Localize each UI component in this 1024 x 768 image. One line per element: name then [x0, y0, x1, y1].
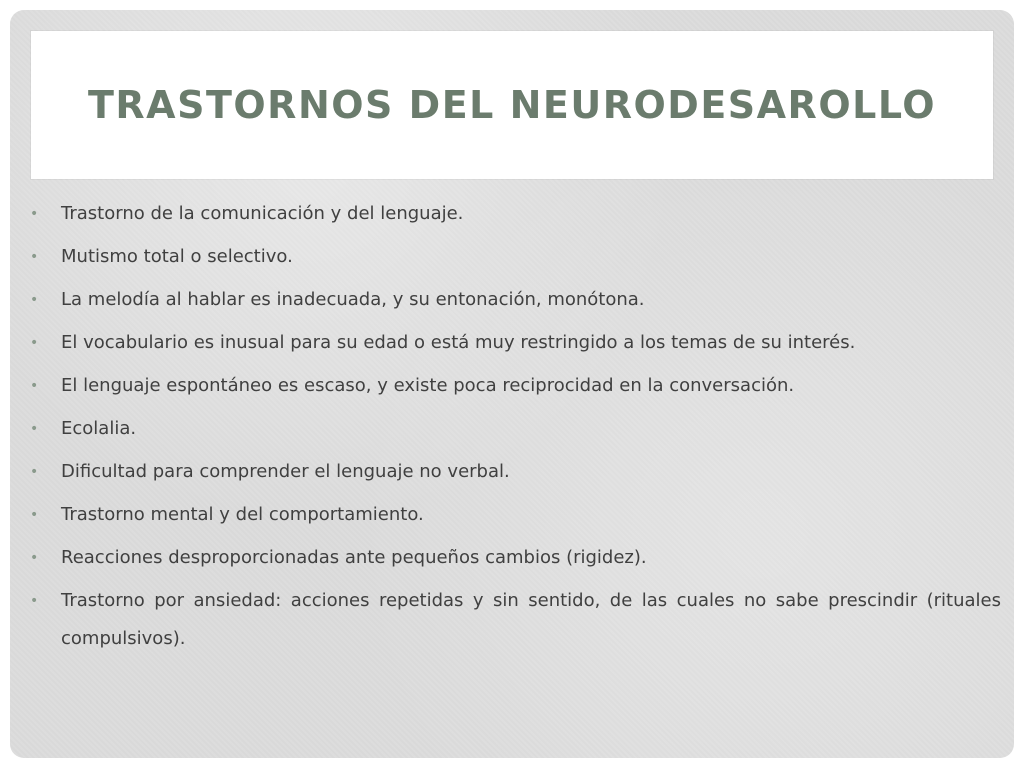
list-item — [28, 496, 1001, 534]
title-box — [31, 31, 993, 179]
list-item — [28, 410, 1001, 448]
slide — [10, 10, 1014, 758]
bullet-icon: • — [30, 550, 39, 566]
list-item — [28, 238, 1001, 276]
list-item — [28, 539, 1001, 577]
list-item-text: Trastorno mental y del comportamiento. — [61, 504, 424, 525]
bullet-icon: • — [30, 507, 39, 523]
bullet-icon: • — [30, 464, 39, 480]
bullet-icon: • — [30, 378, 39, 394]
list-item-text: Dificultad para comprender el lenguaje no verbal. — [61, 461, 510, 482]
list-item-text: Trastorno de la comunicación y del lenguaje. — [61, 203, 464, 224]
bullet-icon: • — [30, 206, 39, 222]
list-item — [28, 582, 1001, 658]
list-item-text: La melodía al hablar es inadecuada, y su entonación, monótona. — [61, 289, 645, 310]
list-item-text: El lenguaje espontáneo es escaso, y existe poca reciprocidad en la conversación. — [61, 375, 795, 396]
bullet-icon: • — [30, 292, 39, 308]
bullet-icon: • — [30, 249, 39, 265]
bullet-icon: • — [30, 421, 39, 437]
list-item — [28, 195, 1001, 233]
list-item-text: Trastorno por ansiedad: acciones repetidas y sin sentido, de las cuales no sabe prescindir (rituales compulsivos). — [61, 590, 1001, 649]
list-item — [28, 453, 1001, 491]
list-item-text: Reacciones desproporcionadas ante pequeños cambios (rigidez). — [61, 547, 647, 568]
bullet-icon: • — [30, 593, 39, 609]
list-item-text: El vocabulario es inusual para su edad o está muy restringido a los temas de su interés. — [61, 332, 856, 353]
bullet-list — [28, 195, 1001, 663]
list-item — [28, 281, 1001, 319]
list-item-text: Mutismo total o selectivo. — [61, 246, 293, 267]
bullet-icon: • — [30, 335, 39, 351]
list-item-text: Ecolalia. — [61, 418, 137, 439]
list-item — [28, 324, 1001, 362]
slide-title: TRASTORNOS DEL NEURODESAROLLO — [88, 83, 936, 127]
list-item — [28, 367, 1001, 405]
